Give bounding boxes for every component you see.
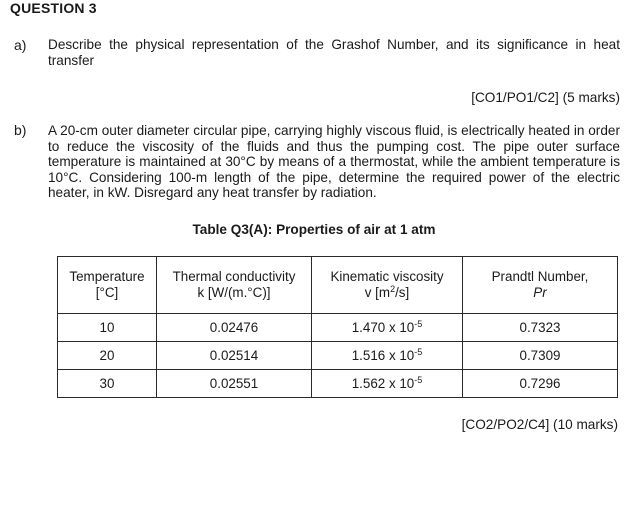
header-viscosity-unit-base: v [m xyxy=(364,285,391,300)
header-prandtl-symbol: Pr xyxy=(533,285,547,300)
cell-viscosity xyxy=(312,342,463,370)
header-viscosity xyxy=(312,257,463,314)
header-viscosity-unit xyxy=(312,285,462,301)
header-conductivity xyxy=(157,257,312,314)
cell-temperature: 10 xyxy=(58,314,157,342)
part-b-marks: [CO2/PO2/C4] (10 marks) xyxy=(461,417,618,432)
cell-prandtl: 0.7296 xyxy=(463,370,618,398)
header-viscosity-label: Kinematic viscosity xyxy=(330,269,444,284)
header-conductivity-unit: k [W/(m.°C)] xyxy=(197,285,271,300)
table-header-row xyxy=(58,257,618,314)
part-b-label: b) xyxy=(14,122,27,138)
cell-viscosity xyxy=(312,314,463,342)
cell-viscosity xyxy=(312,370,463,398)
header-viscosity-unit-tail: /s] xyxy=(395,285,410,300)
cell-conductivity: 0.02514 xyxy=(157,342,312,370)
question-heading: QUESTION 3 xyxy=(10,0,97,16)
part-b-text: A 20-cm outer diameter circular pipe, carrying highly viscous fluid, is electrically heated in order to reduce the viscosity of the fluids and thus the pumping cost. The pipe outer surface temperature is maintained at 30°C by means of a thermostat, while the ambient temperature is 10°C. Considering 100-m length of the pipe, determine the required power of the electric heater, in kW. Disregard any heat transfer by radiation. xyxy=(48,123,620,200)
header-temperature xyxy=(58,257,157,314)
header-temperature-unit: [°C] xyxy=(95,285,119,300)
cell-viscosity-base: 1.562 x 10 xyxy=(351,376,415,391)
table-row xyxy=(58,342,618,370)
cell-viscosity-exp: -5 xyxy=(414,319,423,329)
header-prandtl-label: Prandtl Number, xyxy=(491,269,589,284)
cell-temperature: 30 xyxy=(58,370,157,398)
cell-viscosity-base: 1.470 x 10 xyxy=(351,320,415,335)
cell-prandtl: 0.7309 xyxy=(463,342,618,370)
header-temperature-label: Temperature xyxy=(69,269,145,284)
part-a-text: Describe the physical representation of the Grashof Number, and its significance in heat transfer xyxy=(48,37,620,68)
cell-viscosity-exp: -5 xyxy=(414,347,423,357)
cell-viscosity-exp: -5 xyxy=(414,375,423,385)
table-row xyxy=(58,314,618,342)
cell-conductivity: 0.02551 xyxy=(157,370,312,398)
cell-temperature: 20 xyxy=(58,342,157,370)
table-row xyxy=(58,370,618,398)
header-conductivity-label: Thermal conductivity xyxy=(172,269,296,284)
properties-table xyxy=(57,256,618,398)
header-viscosity-unit-exp: 2 xyxy=(390,284,396,294)
table-caption: Table Q3(A): Properties of air at 1 atm xyxy=(192,222,436,237)
cell-prandtl: 0.7323 xyxy=(463,314,618,342)
cell-conductivity: 0.02476 xyxy=(157,314,312,342)
part-a-label: a) xyxy=(14,37,27,53)
cell-viscosity-base: 1.516 x 10 xyxy=(351,348,415,363)
header-prandtl xyxy=(463,257,618,314)
part-a-marks: [CO1/PO1/C2] (5 marks) xyxy=(471,90,620,105)
